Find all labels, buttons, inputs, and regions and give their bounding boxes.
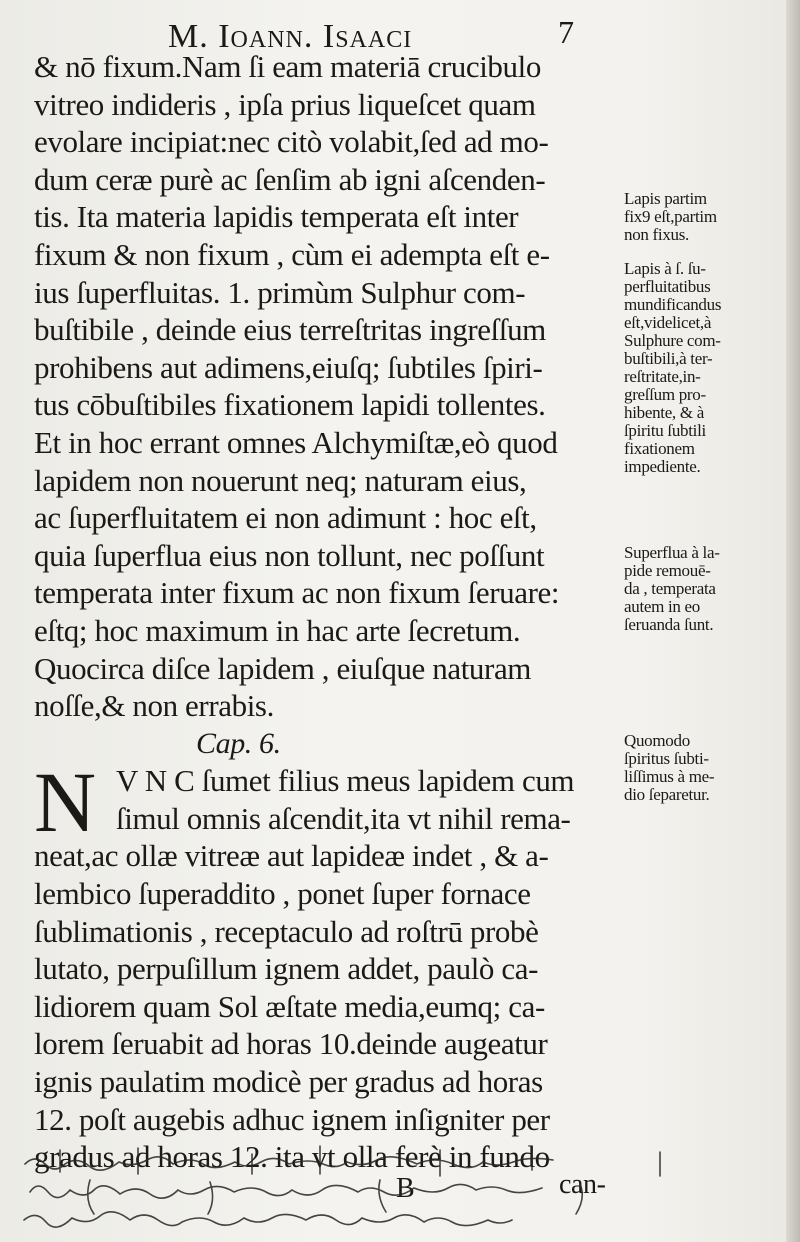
marginal-note-line: eſt,videlicet,à <box>624 313 712 332</box>
text-line: Quocirca diſce lapidem , eiuſque naturam <box>34 650 532 686</box>
marginal-note-line: ſpiritu ſubtili <box>624 421 706 440</box>
marginal-note-line: impediente. <box>624 457 701 476</box>
text-line: tus cōbuſtibiles fixationem lapidi tollentes. <box>34 387 546 423</box>
text-line: tis. Ita materia lapidis temperata eſt inter <box>34 199 519 235</box>
handwritten-annotation-scribble <box>20 1140 790 1242</box>
marginal-note-line: pide remouē- <box>624 561 711 580</box>
text-line: ius ſuperfluitas. 1. primùm Sulphur com- <box>34 274 526 310</box>
marginal-note <box>624 190 717 244</box>
paragraph-ch5-end <box>34 48 619 725</box>
chapter-caption: Cap. 6. <box>196 726 281 760</box>
text-line: fixum & non fixum , cùm ei adempta eſt e- <box>34 236 550 272</box>
text-line: dum ceræ purè ac ſenſim ab igni aſcenden- <box>34 161 546 197</box>
marginal-note-line: Sulphure com- <box>624 331 721 350</box>
text-line: 12. poſt augebis adhuc ignem inſigniter per <box>34 1101 550 1137</box>
marginal-note-line: ſeruanda ſunt. <box>624 615 714 634</box>
text-line: gradus ad horas 12. ita vt olla ferè in fundo <box>34 1139 550 1175</box>
marginal-note-line: perfluitatibus <box>624 277 711 296</box>
text-line: ignis paulatim modicè per gradus ad horas <box>34 1064 543 1100</box>
text-line: ſublimationis , receptaculo ad roſtrū probè <box>34 913 539 949</box>
text-line: lembico ſuperaddito , ponet ſuper fornace <box>34 876 531 912</box>
text-line: vitreo indideris , ipſa prius liqueſcet quam <box>34 86 536 122</box>
marginal-note-line: fix9 eſt,partim <box>624 207 717 226</box>
marginal-note-line: fixationem <box>624 439 695 458</box>
paragraph-ch6 <box>34 754 619 1176</box>
marginal-note <box>624 732 714 804</box>
text-line: lutato, perpuſillum ignem addet, paulò ca- <box>34 951 539 987</box>
marginal-note-line: hibente, & à <box>624 403 704 422</box>
marginal-note-line: dio ſeparetur. <box>624 785 710 804</box>
page-number: 7 <box>558 14 574 50</box>
drop-cap: N <box>34 754 97 851</box>
main-text-column <box>34 48 619 1206</box>
catchword: can- <box>559 1168 606 1200</box>
text-line: Et in hoc errant omnes Alchymiſtæ,eò quod <box>34 424 558 460</box>
marginal-note-line: Lapis à ſ. ſu- <box>624 259 706 278</box>
marginal-note-line: da , temperata <box>624 579 716 598</box>
marginal-note-line: reſtritate,in- <box>624 367 701 386</box>
text-line: temperata inter fixum ac non fixum ſeruare: <box>34 575 560 611</box>
text-line: quia ſuperflua eius non tollunt, nec poſſunt <box>34 537 545 573</box>
marginal-note-line: liſſimus à me- <box>624 767 715 786</box>
marginal-note <box>624 260 721 476</box>
signature-mark: B <box>396 1172 415 1204</box>
text-line: evolare incipiat:nec citò volabit,ſed ad mo- <box>34 124 549 160</box>
text-line: noſſe,& non errabis. <box>34 688 274 724</box>
marginal-note <box>624 544 720 634</box>
running-title: M. Ioann. Isaaci <box>168 18 413 55</box>
text-line: eſtq; hoc maximum in hac arte ſecretum. <box>34 612 521 648</box>
text-line: ac ſuperfluitatem ei non adimunt : hoc eſt, <box>34 500 537 536</box>
text-line: ſimul omnis aſcendit,ita vt nihil rema- <box>116 800 571 836</box>
marginal-note-line: mundificandus <box>624 295 722 314</box>
text-line: buſtibile , deinde eius terreſtritas ingreſſum <box>34 312 546 348</box>
text-line: lidiorem quam Sol æſtate media,eumq; ca- <box>34 988 545 1024</box>
book-spine-shadow <box>786 0 800 1242</box>
text-line: & nō fixum.Nam ſi eam materiā crucibulo <box>34 49 541 84</box>
marginal-note-line: Lapis partim <box>624 189 707 208</box>
text-line: lorem ſeruabit ad horas 10.deinde augeatur <box>34 1026 548 1062</box>
text-line: lapidem non nouerunt neq; naturam eius, <box>34 462 527 498</box>
marginal-note-line: ſpiritus ſubti- <box>624 749 709 768</box>
marginal-note-line: Quomodo <box>624 731 690 750</box>
marginal-note-line: autem in eo <box>624 597 701 616</box>
marginal-note-line: greſſum pro- <box>624 385 706 404</box>
marginal-note-line: non fixus. <box>624 225 690 244</box>
marginal-note-line: Superflua à la- <box>624 543 720 562</box>
text-line: V N C ſumet filius meus lapidem cum <box>116 763 575 799</box>
marginal-note-line: buſtibili,à ter- <box>624 349 713 368</box>
text-line: prohibens aut adimens,eiuſq; ſubtiles ſpiri- <box>34 349 543 385</box>
text-line: neat,ac ollæ vitreæ aut lapideæ indet , & a- <box>34 838 549 874</box>
